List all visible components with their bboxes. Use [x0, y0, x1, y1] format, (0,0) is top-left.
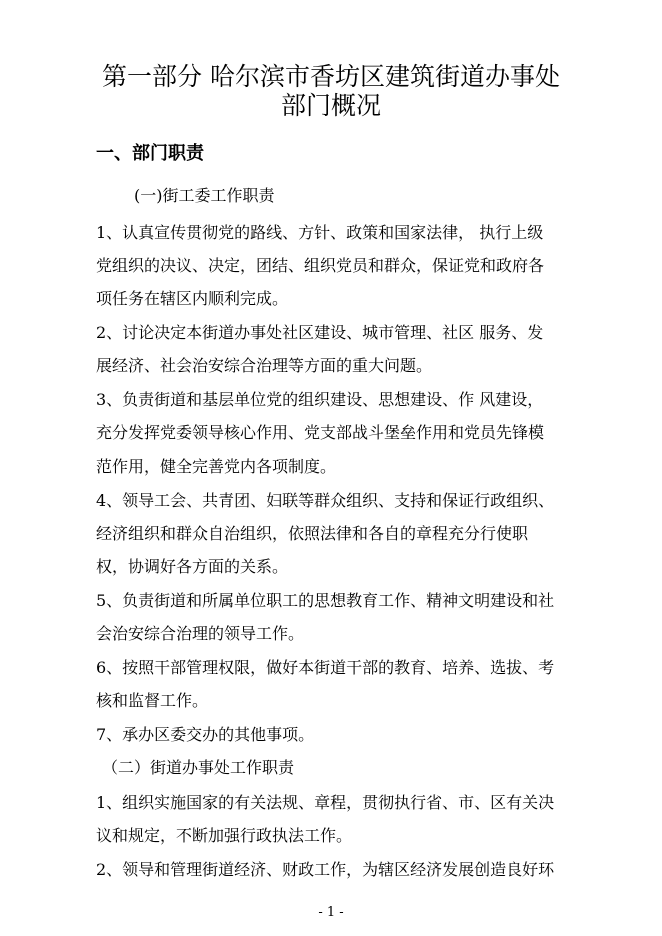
- paragraph-line: 1、组织实施国家的有关法规、章程，贯彻执行省、市、区有关决: [96, 793, 555, 812]
- paragraph-line: 7、承办区委交办的其他事项。: [96, 725, 315, 744]
- subsection-2-heading: （二）街道办事处工作职责: [102, 758, 295, 777]
- section-heading: 一、部门职责: [96, 143, 204, 164]
- paragraph-line: 经济组织和群众自治组织，依照法律和各自的章程充分行使职: [96, 524, 529, 543]
- paragraph-line: 5、负责街道和所属单位职工的思想教育工作、精神文明建设和社: [96, 591, 555, 610]
- paragraph-line: 党组织的决议、决定，团结、组织党员和群众，保证党和政府各: [96, 256, 545, 275]
- paragraph-line: 会治安综合治理的领导工作。: [96, 624, 305, 643]
- page-title-line-2: 部门概况: [280, 91, 381, 120]
- page-number: - 1 -: [318, 905, 344, 920]
- paragraph-line: 3、负责街道和基层单位党的组织建设、思想建设、作 风建设，: [96, 390, 544, 409]
- paragraph-line: 1、认真宣传贯彻党的路线、方针、政策和国家法律， 执行上级: [96, 223, 544, 242]
- paragraph-line: 议和规定，不断加强行政执法工作。: [96, 826, 353, 845]
- paragraph-line: 充分发挥党委领导核心作用、党支部战斗堡垒作用和党员先锋模: [96, 423, 545, 442]
- paragraph-line: 4、领导工会、共青团、妇联等群众组织、支持和保证行政组织、: [96, 491, 555, 510]
- paragraph-line: 权，协调好各方面的关系。: [96, 557, 289, 576]
- paragraph-line: 6、按照干部管理权限，做好本街道干部的教育、培养、选拔、考: [96, 658, 555, 677]
- paragraph-line: 范作用，健全完善党内各项制度。: [96, 457, 337, 476]
- page-title-line-1: 第一部分 哈尔滨市香坊区建筑街道办事处: [102, 62, 560, 91]
- paragraph-line: 项任务在辖区内顺利完成。: [96, 289, 289, 308]
- paragraph-line: 2、领导和管理街道经济、财政工作，为辖区经济发展创造良好环: [96, 860, 555, 879]
- subsection-1-heading: (一)街工委工作职责: [134, 186, 275, 205]
- paragraph-line: 2、讨论决定本街道办事处社区建设、城市管理、社区 服务、发: [96, 323, 544, 342]
- paragraph-line: 展经济、社会治安综合治理等方面的重大问题。: [96, 356, 433, 375]
- paragraph-line: 核和监督工作。: [96, 691, 209, 710]
